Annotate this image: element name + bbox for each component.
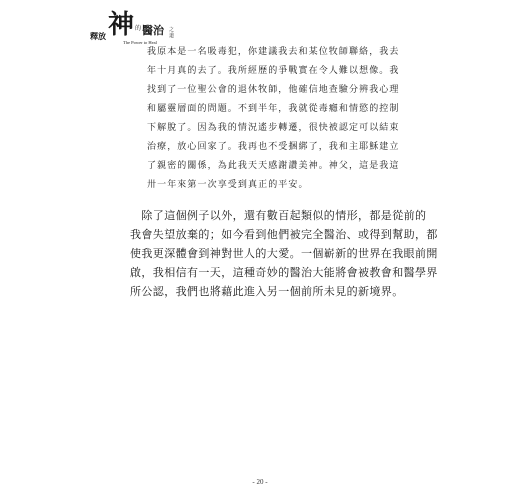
body-line: 除了這個例子以外，還有數百起類似的情形，都是從前的: [130, 209, 427, 222]
logo-english-subtitle: The Power to Heal: [123, 40, 157, 45]
body-line: 所公認，我們也將藉此進入另一個前所未見的新境界。: [130, 285, 404, 298]
quote-line: 卅一年來第一次享受到真正的平安。: [147, 180, 309, 190]
logo-yizhi-text: 醫治: [142, 24, 164, 37]
quote-line: 年十月真的去了。我所經歷的爭戰實在令人難以想像。我: [147, 66, 400, 76]
quote-line: 治療，放心回家了。我再也不受捆綁了，我和主耶穌建立: [147, 142, 400, 152]
body-line: 我會失望放棄的；如今看到他們被完全醫治、或得到幫助，都: [130, 228, 438, 241]
logo-de-char: 的: [135, 25, 142, 32]
logo-shifang-text: 釋放: [90, 31, 106, 41]
body-line: 啟，我相信有一天，這種奇妙的醫治大能將會被教會和醫學界: [130, 266, 438, 279]
quote-line: 我原本是一名吸毒犯，你建議我去和某位牧師聯絡，我去: [147, 47, 400, 57]
quote-line: 找到了一位聖公會的退休牧師，他確信地查驗分辨我心理: [147, 85, 400, 95]
quote-line: 了親密的關係，為此我天天感謝讚美神。神父，這是我這: [147, 161, 400, 171]
testimony-quote: [147, 43, 400, 195]
logo-shen-char: 神: [108, 10, 135, 40]
quote-line: 下解脫了。因為我的情況遙步轉遷，很快被認定可以結束: [147, 123, 400, 133]
quote-line: 和屬靈層面的問題。不到半年，我就從毒癮和情慾的控制: [147, 104, 400, 114]
body-paragraph: [130, 206, 438, 301]
page-number: - 20 -: [252, 478, 268, 486]
logo-zhiyi-text: 之道: [169, 27, 175, 39]
body-line: 使我更深體會到神對世人的大愛。一個嶄新的世界在我眼前開: [130, 247, 438, 260]
